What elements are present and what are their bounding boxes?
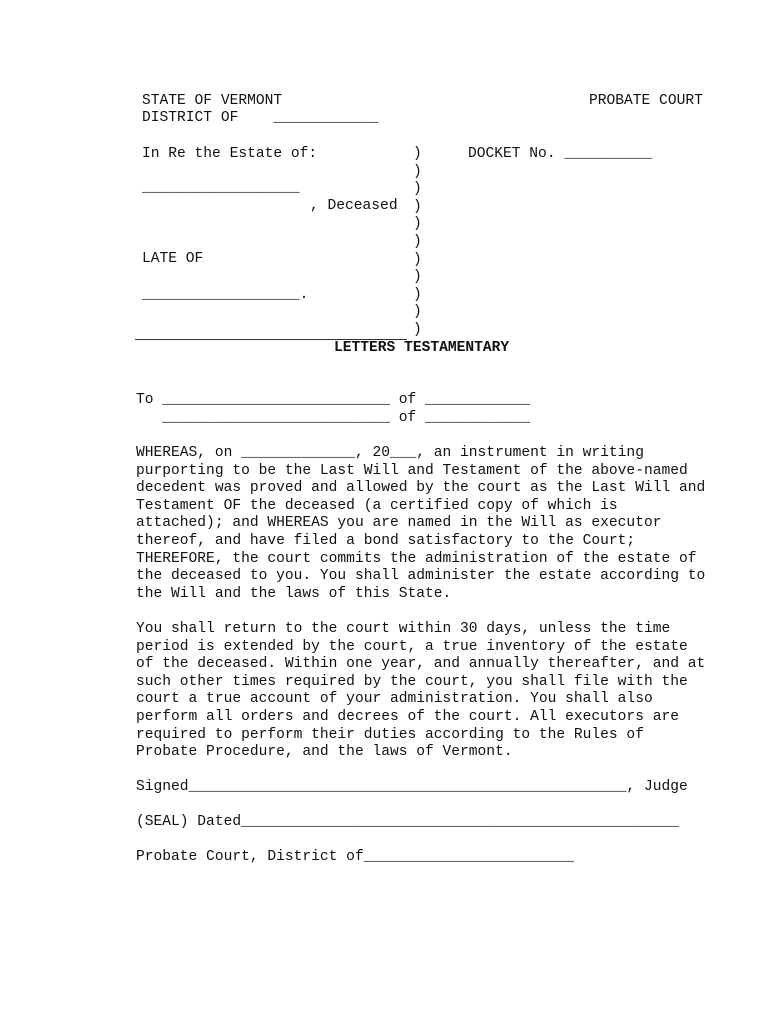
caption-parenthesis-column <box>413 146 422 340</box>
caption-paren: ) <box>413 198 422 215</box>
to-line-2: __________________________ of ____________ <box>136 410 531 426</box>
late-of-blank: __________________. <box>142 287 309 303</box>
in-re-label: In Re the Estate of: <box>142 146 318 162</box>
seal-dated-line: (SEAL) Dated__________________________________________________ <box>136 814 679 830</box>
court-heading: PROBATE COURT <box>589 93 703 109</box>
caption-paren: ) <box>413 216 422 233</box>
caption-paren: ) <box>413 146 422 162</box>
caption-paren: ) <box>413 321 422 338</box>
caption-paren: ) <box>413 286 422 303</box>
caption-paren: ) <box>413 163 422 180</box>
to-line-1: To __________________________ of ____________ <box>136 392 531 408</box>
caption-paren: ) <box>413 304 422 321</box>
decedent-name-blank: __________________ <box>142 180 300 196</box>
docket-number-field: DOCKET No. __________ <box>468 146 652 162</box>
whereas-paragraph: WHEREAS, on _____________, 20___, an instrument in writing purporting to be the Last Will and Testament of the above-named decedent was proved and allowed by the court as the Last Will and Testament OF the deceased (a certified copy of which is attached); and WHEREAS you are named in the Will as executor thereof, and have filed a bond satisfactory to the Court; THEREFORE, the court commits the administration of the estate of the deceased to you. You shall administer the estate according to the Will and the laws of this State. <box>136 445 706 602</box>
document-title: LETTERS TESTAMENTARY <box>334 340 510 356</box>
caption-paren: ) <box>413 181 422 198</box>
late-of-label: LATE OF <box>142 251 204 267</box>
judge-signature-line: Signed__________________________________________________, Judge <box>136 779 688 795</box>
district-line: DISTRICT OF ____________ <box>142 110 379 126</box>
caption-paren: ) <box>413 233 422 250</box>
state-heading: STATE OF VERMONT <box>142 93 283 109</box>
probate-district-line: Probate Court, District of________________________ <box>136 849 574 865</box>
caption-paren: ) <box>413 251 422 268</box>
deceased-label: , Deceased <box>310 198 398 214</box>
return-paragraph: You shall return to the court within 30 days, unless the time period is extended by the court, a true inventory of the estate of the deceased. Within one year, and annually thereafter, and at such other times required by the court, you shall file with the court a true account of your administration. You shall also perform all orders and decrees of the court. All executors are required to perform their duties according to the Rules of Probate Procedure, and the laws of Vermont. <box>136 621 706 761</box>
caption-paren: ) <box>413 269 422 286</box>
